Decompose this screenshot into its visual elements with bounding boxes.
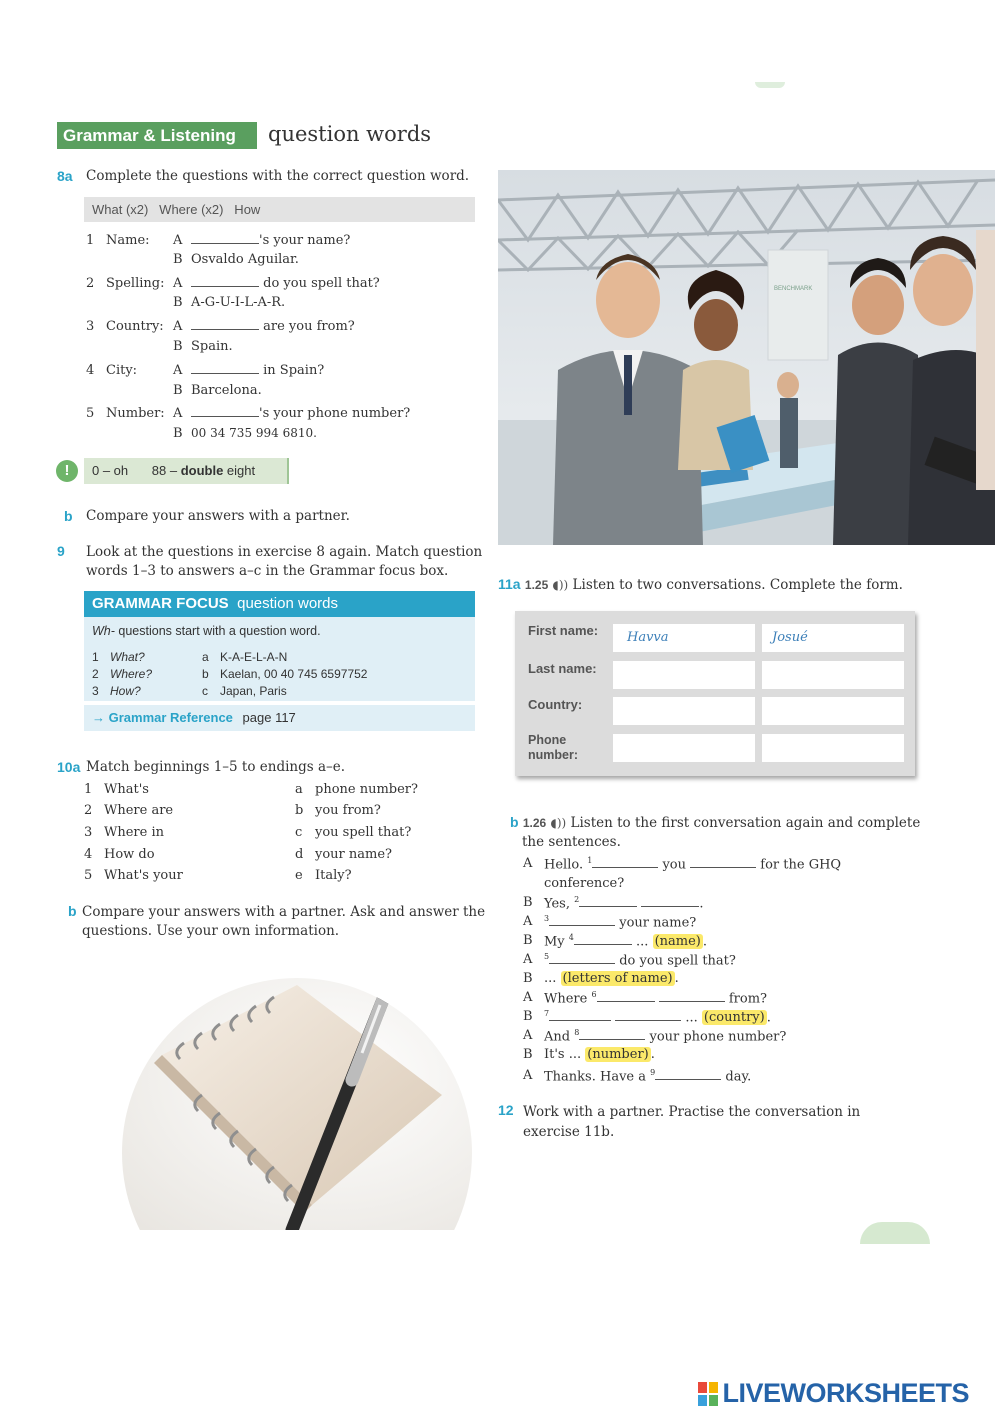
- decorative-green-shape: [860, 1222, 930, 1244]
- question-text: 's your phone number?: [259, 406, 411, 421]
- answer-text: 00 34 735 994 6810.: [191, 426, 317, 440]
- answer-blank[interactable]: [597, 1000, 655, 1002]
- dialogue-line: B $^7$ ... (country) .: [523, 1009, 771, 1026]
- exercise-11b-heading: b 1.26 ◖)) Listen to the first conversation again and complete the sentences.: [510, 814, 921, 850]
- section-badge: Grammar & Listening: [57, 122, 257, 149]
- grammar-reference-bar: [84, 705, 475, 731]
- form-label-first: First name:: [528, 623, 599, 638]
- answer-blank[interactable]: [659, 1000, 725, 1002]
- last-name-field-2[interactable]: [762, 661, 904, 689]
- exercise-number: 8a: [57, 168, 73, 184]
- tip-icon: !: [56, 460, 78, 482]
- dialogue-line: B ... (letters of name) .: [523, 971, 679, 986]
- instruction: Compare your answers with a partner. Ask and answer the questions. Use your own information.: [82, 904, 486, 939]
- list-item: d your name?: [295, 847, 393, 862]
- country-field-1[interactable]: [613, 697, 755, 725]
- conference-photo: [498, 170, 995, 545]
- answer-blank[interactable]: [191, 415, 259, 417]
- answer-blank[interactable]: [191, 328, 259, 330]
- instruction: Match beginnings 1–5 to endings a–e.: [86, 759, 346, 775]
- dialogue-line: A Where $^6$ from?: [523, 990, 768, 1007]
- instruction: Look at the questions in exercise 8 again. Match question words 1–3 to answers a–c in the Grammar focus box.: [86, 544, 483, 579]
- answer-blank[interactable]: [191, 285, 259, 287]
- speaker-b: B: [173, 339, 183, 354]
- item-label: City:: [106, 363, 138, 378]
- speaker-a: A: [173, 233, 183, 248]
- dialogue-line: A And $^8$ your phone number?: [523, 1028, 787, 1045]
- grammar-focus-intro: Wh- questions start with a question word.: [92, 624, 321, 638]
- dialogue-line: B Yes, $^2$ .: [523, 895, 704, 912]
- list-item: e Italy?: [295, 868, 352, 883]
- speaker-b: B: [173, 295, 183, 310]
- form-label-country: Country:: [528, 697, 583, 712]
- highlight: (letters of name): [562, 971, 673, 986]
- instruction: Work with a partner. Practise the conversation in exercise 11b.: [523, 1104, 861, 1140]
- first-name-field-1[interactable]: Havva: [613, 624, 755, 652]
- dialogue-line: conference?: [544, 876, 625, 891]
- answer-text: Spain.: [191, 339, 233, 354]
- speaker-a: A: [173, 406, 183, 421]
- list-item: 1 What's: [84, 782, 149, 797]
- item-number: 3: [86, 319, 95, 334]
- exercise-11a-heading: 11a 1.25 ◖)) Listen to two conversations. Complete the form.: [498, 576, 903, 593]
- answer-blank[interactable]: [549, 1019, 611, 1021]
- grammar-reference-page: page 117: [242, 710, 296, 725]
- dialogue-line: A $^5$ do you spell that?: [523, 952, 736, 969]
- list-item: a phone number?: [295, 782, 418, 797]
- audio-icon: ◖)): [552, 578, 569, 592]
- tip-text-1: 0 – oh: [92, 463, 129, 478]
- answer-blank[interactable]: [579, 905, 637, 907]
- exercise-number: b: [64, 508, 73, 524]
- grammar-focus-body: [84, 617, 475, 701]
- answer-text: A-G-U-I-L-A-R.: [191, 295, 286, 310]
- word-box: What (x2) Where (x2) How: [84, 197, 475, 222]
- instruction: Complete the questions with the correct question word.: [86, 168, 470, 184]
- instruction: Compare your answers with a partner.: [86, 508, 350, 524]
- track-number: 1.25: [524, 578, 549, 592]
- country-field-2[interactable]: [762, 697, 904, 725]
- form-label-last: Last name:: [528, 661, 597, 676]
- exercise-number: b: [68, 903, 77, 919]
- item-number: 5: [86, 406, 95, 421]
- speaker-b: B: [173, 426, 183, 441]
- list-item: 5 What's your: [84, 868, 183, 883]
- highlight: (country): [703, 1010, 765, 1026]
- item-label: Number:: [106, 406, 165, 421]
- answer-blank[interactable]: [690, 866, 756, 868]
- answer-text: Osvaldo Aguilar.: [191, 252, 299, 267]
- track-number: 1.26: [522, 816, 547, 830]
- answer-blank[interactable]: [191, 242, 259, 244]
- item-label: Name:: [106, 233, 150, 248]
- item-number: 2: [86, 276, 95, 291]
- item-label: Country:: [106, 319, 164, 334]
- grammar-focus-header: GRAMMAR FOCUS question words: [84, 591, 475, 617]
- answer-blank[interactable]: [549, 962, 615, 964]
- grammar-reference-link[interactable]: → Grammar Reference: [92, 710, 233, 725]
- dialogue-line: A $^3$ your name?: [523, 914, 697, 931]
- speaker-a: A: [173, 276, 183, 291]
- speaker-b: B: [173, 383, 183, 398]
- answer-text: Barcelona.: [191, 383, 262, 398]
- item-number: 1: [86, 233, 95, 248]
- tip-box: [84, 458, 289, 484]
- answer-blank[interactable]: [191, 372, 259, 374]
- exercise-number: 10a: [57, 759, 81, 775]
- grammar-row: 2 Where? b Kaelan, 00 40 745 6597752: [92, 667, 368, 681]
- exercise-number: 9: [57, 543, 65, 559]
- highlight: (name): [654, 934, 701, 950]
- question-text: in Spain?: [263, 363, 325, 378]
- form-label-phone: Phone number:: [528, 733, 578, 762]
- question-text: do you spell that?: [263, 276, 380, 291]
- dialogue-line: A Thanks. Have a $^9$ day.: [523, 1068, 752, 1085]
- dialogue-line: B It's ... (number) .: [523, 1047, 655, 1062]
- page-title: question words: [268, 122, 432, 146]
- answer-blank[interactable]: [574, 943, 632, 945]
- list-item: 4 How do: [84, 847, 155, 862]
- list-item: c you spell that?: [295, 825, 412, 840]
- speaker-a: A: [173, 363, 183, 378]
- highlight: (number): [587, 1047, 649, 1062]
- audio-icon: ◖)): [550, 816, 567, 830]
- dialogue-line: A Hello. $^1$ you for the GHQ: [523, 856, 842, 873]
- item-label: Spelling:: [106, 276, 165, 291]
- conversation-form: [515, 611, 915, 776]
- item-number: 4: [86, 363, 95, 378]
- grammar-row: 1 What? a K-A-E-L-A-N: [92, 650, 288, 664]
- question-text: are you from?: [263, 319, 355, 334]
- dialogue-line: B My $^4$ ... (name) .: [523, 933, 708, 950]
- grammar-row: 3 How? c Japan, Paris: [92, 684, 287, 698]
- photo-sign: BENCHMARK: [774, 286, 813, 292]
- list-item: 3 Where in: [84, 825, 164, 840]
- answer-blank[interactable]: [641, 905, 699, 907]
- answer-blank[interactable]: [549, 924, 615, 926]
- speaker-a: A: [173, 319, 183, 334]
- decorative-green-shape: [755, 82, 785, 88]
- logo-icon: [698, 1382, 718, 1406]
- answer-blank[interactable]: [655, 1078, 721, 1080]
- exercise-number: 12: [498, 1102, 514, 1118]
- liveworksheets-logo: LIVEWORKSHEETS: [698, 1378, 969, 1408]
- phone-field-1[interactable]: [613, 734, 755, 762]
- answer-blank[interactable]: [615, 1019, 681, 1021]
- tip-text-2: 88 – double eight: [151, 463, 256, 478]
- phone-field-2[interactable]: [762, 734, 904, 762]
- list-item: b you from?: [295, 803, 381, 818]
- notebook-pen-photo: [122, 975, 472, 1230]
- first-name-field-2[interactable]: Josué: [762, 624, 904, 652]
- list-item: 2 Where are: [84, 803, 174, 818]
- last-name-field-1[interactable]: [613, 661, 755, 689]
- speaker-b: B: [173, 252, 183, 267]
- question-text: 's your name?: [259, 233, 351, 248]
- answer-blank[interactable]: [592, 866, 658, 868]
- answer-blank[interactable]: [579, 1038, 645, 1040]
